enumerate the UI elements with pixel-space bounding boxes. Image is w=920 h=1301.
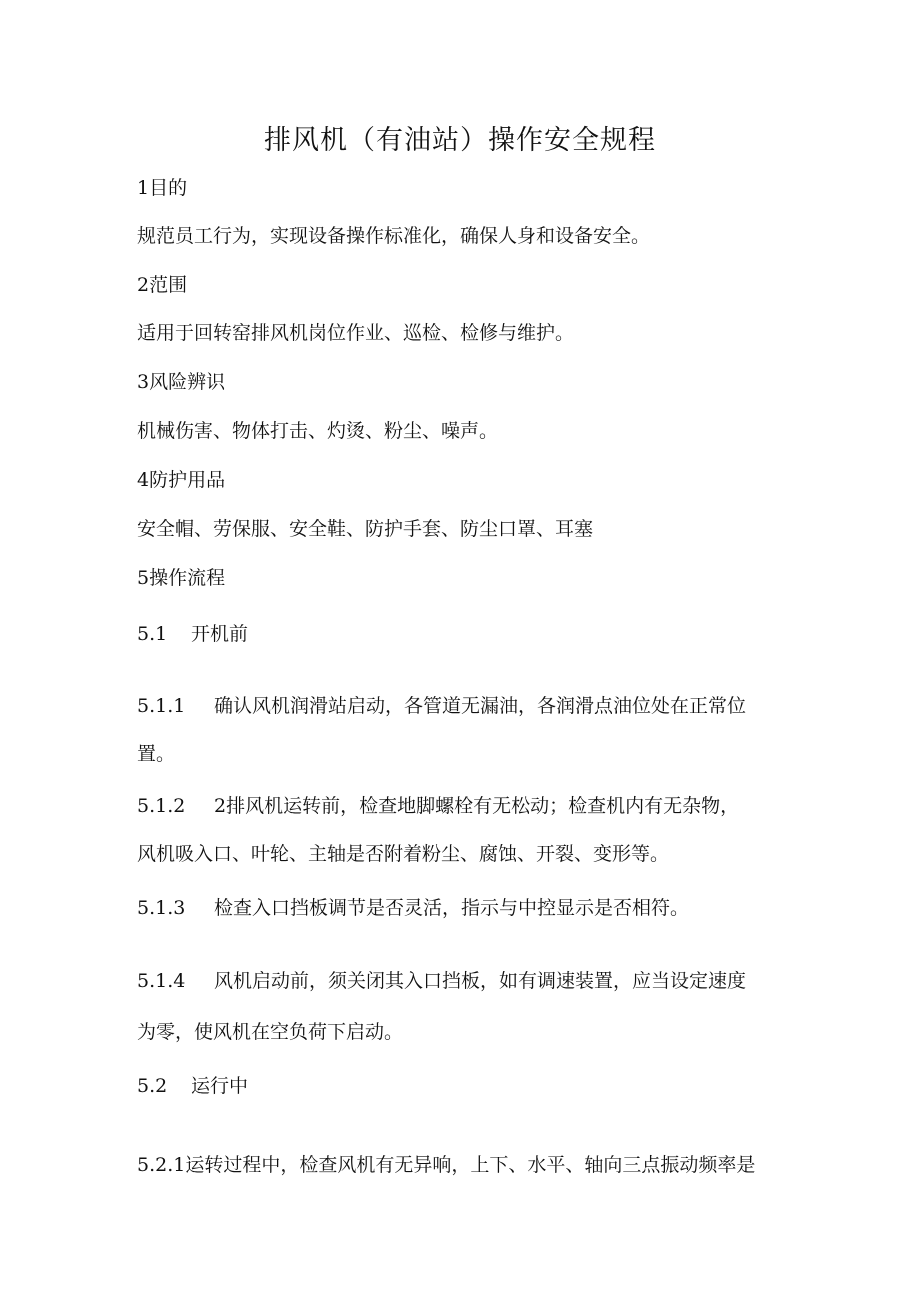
item-5-1-2-line2: 风机吸入口、叶轮、主轴是否附着粉尘、腐蚀、开裂、变形等。 <box>137 843 670 865</box>
section-4-heading: 4防护用品 <box>137 469 226 491</box>
item-number: 5.1.1 <box>137 695 186 717</box>
section-5-heading: 5操作流程 <box>137 567 226 589</box>
page-title: 排风机（有油站）操作安全规程 <box>264 125 656 156</box>
item-number: 5.1.4 <box>137 970 186 992</box>
section-2-body: 适用于回转窑排风机岗位作业、巡检、检修与维护。 <box>137 322 575 344</box>
subsection-5-2 <box>137 1074 248 1098</box>
section-2-heading: 2范围 <box>137 274 188 296</box>
section-3-body: 机械伤害、物体打击、灼烫、粉尘、噪声。 <box>137 420 499 442</box>
section-3-heading: 3风险辨识 <box>137 371 226 393</box>
subsection-number: 5.1 <box>137 623 168 645</box>
item-5-1-4-line2: 为零，使风机在空负荷下启动。 <box>137 1021 404 1043</box>
item-5-2-1: 5.2.1运转过程中，检查风机有无异响，上下、水平、轴向三点振动频率是 <box>137 1154 756 1176</box>
item-5-1-3 <box>137 896 689 920</box>
item-5-1-1-line1 <box>137 694 746 718</box>
subsection-5-1 <box>137 622 248 646</box>
section-1-body: 规范员工行为，实现设备操作标准化，确保人身和设备安全。 <box>137 225 651 247</box>
item-text: 检查入口挡板调节是否灵活，指示与中控显示是否相符。 <box>214 897 690 919</box>
section-4-body: 安全帽、劳保服、安全鞋、防护手套、防尘口罩、耳塞 <box>137 518 594 540</box>
item-5-1-1-line2: 置。 <box>137 743 176 765</box>
subsection-number: 5.2 <box>137 1075 168 1097</box>
item-text: 风机启动前，须关闭其入口挡板，如有调速装置，应当设定速度 <box>214 970 747 992</box>
item-5-1-4-line1 <box>137 969 746 993</box>
item-number: 5.1.2 <box>137 795 186 817</box>
item-5-1-2-line1 <box>137 794 739 818</box>
item-text: 2排风机运转前，检查地脚螺栓有无松动；检查机内有无杂物， <box>214 795 740 817</box>
item-number: 5.1.3 <box>137 897 186 919</box>
section-1-heading: 1目的 <box>137 177 188 199</box>
subsection-title: 运行中 <box>191 1075 249 1097</box>
subsection-title: 开机前 <box>191 623 249 645</box>
item-text: 确认风机润滑站启动，各管道无漏油，各润滑点油位处在正常位 <box>214 695 747 717</box>
